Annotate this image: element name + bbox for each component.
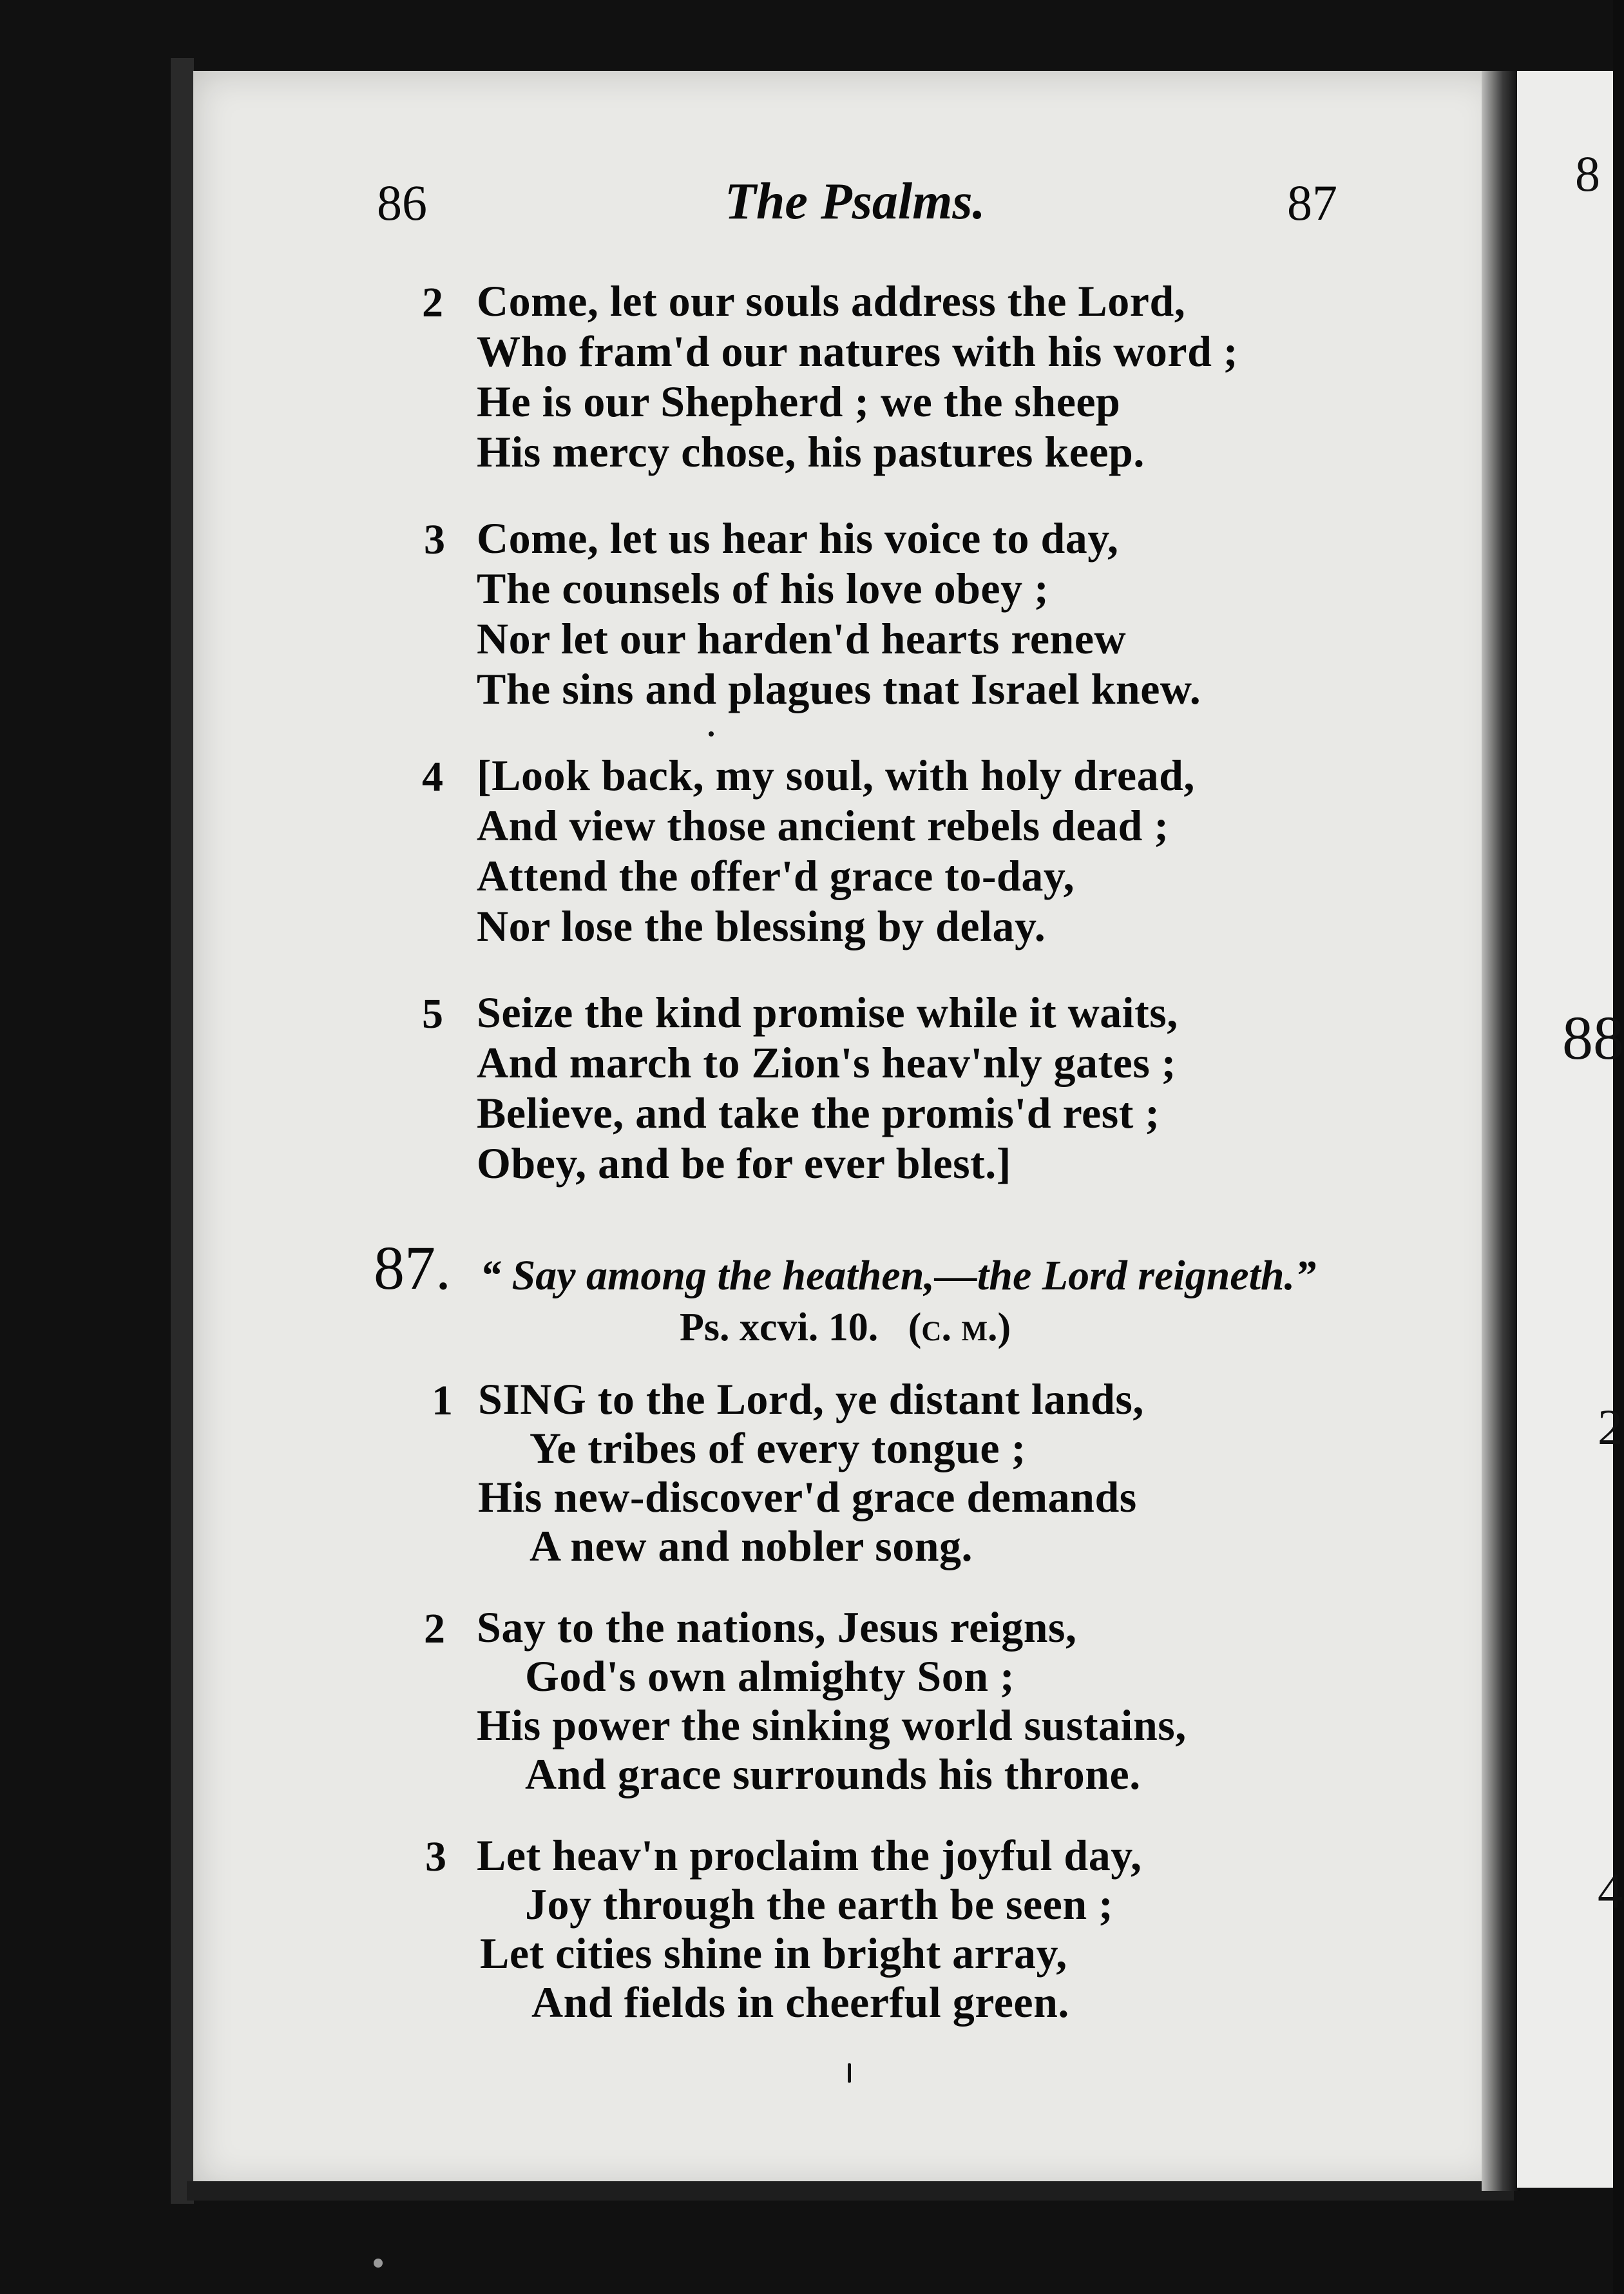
verse-line: Come, let our souls address the Lord, xyxy=(477,276,1186,325)
verse-line: Attend the offer'd grace to-day, xyxy=(477,851,1075,900)
facing-section-number: 88 xyxy=(1562,1003,1624,1072)
right-page-number: 87 xyxy=(1287,175,1337,231)
psalm-meter: (c. m.) xyxy=(908,1306,1011,1349)
psalm-number: 87. xyxy=(374,1233,451,1302)
verse-number: 4 xyxy=(422,753,443,800)
verse-line: Let cities shine in bright array, xyxy=(480,1929,1067,1978)
verse-line: Believe, and take the promis'd rest ; xyxy=(477,1088,1160,1137)
verse-line: Nor let our harden'd hearts renew xyxy=(477,614,1127,663)
verse-number: 2 xyxy=(422,279,443,326)
psalm-epigraph: “ Say among the heathen,—the Lord reigneth.” xyxy=(480,1252,1317,1299)
verse-line: The counsels of his love obey ; xyxy=(477,564,1049,613)
verse-line: And fields in cheerful green. xyxy=(531,1978,1069,2027)
verse-line: The sins and plagues tnat Israel knew. xyxy=(477,664,1201,713)
verse-number: 5 xyxy=(422,990,443,1037)
verse-line: God's own almighty Son ; xyxy=(525,1652,1015,1701)
verse-line: Joy through the earth be seen ; xyxy=(525,1880,1114,1929)
verse-line: And march to Zion's heav'nly gates ; xyxy=(477,1038,1176,1087)
running-title: The Psalms. xyxy=(725,173,986,230)
verse-line: Who fram'd our natures with his word ; xyxy=(477,327,1239,376)
verse-line: Ye tribes of every tongue ; xyxy=(530,1423,1026,1472)
verse-number: 1 xyxy=(432,1377,453,1424)
verse-line: His new-discover'd grace demands xyxy=(478,1472,1137,1521)
verse-number: 3 xyxy=(424,516,445,563)
verse-line: Seize the kind promise while it waits, xyxy=(477,988,1178,1037)
facing-verse-number: 2 xyxy=(1598,1399,1623,1455)
verse-line: Come, let us hear his voice to day, xyxy=(477,514,1119,563)
verse-number: 2 xyxy=(424,1605,445,1652)
left-page-number: 86 xyxy=(377,175,427,231)
facing-page-number: 8 xyxy=(1575,146,1600,202)
verse-line: [Look back, my soul, with holy dread, xyxy=(477,751,1195,800)
verse-line: And view those ancient rebels dead ; xyxy=(477,801,1169,850)
verse-line: And grace surrounds his throne. xyxy=(525,1749,1141,1798)
verse-line: Obey, and be for ever blest.] xyxy=(477,1139,1011,1188)
verse-line: He is our Shepherd ; we the sheep xyxy=(477,377,1121,426)
verse-line: His mercy chose, his pastures keep. xyxy=(477,427,1145,476)
verse-line: A new and nobler song. xyxy=(530,1521,973,1570)
verse-line: SING to the Lord, ye distant lands, xyxy=(478,1374,1144,1423)
scan-speck xyxy=(848,2063,851,2083)
verse-line: Nor lose the blessing by delay. xyxy=(477,901,1046,950)
facing-verse-number: 4 xyxy=(1598,1863,1623,1919)
scan-speck xyxy=(709,731,714,737)
verse-number: 3 xyxy=(425,1833,446,1880)
verse-line: His power the sinking world sustains, xyxy=(477,1701,1187,1749)
verse-line: Say to the nations, Jesus reigns, xyxy=(477,1603,1077,1652)
scan-speck xyxy=(374,2259,383,2268)
psalm-reference: Ps. xcvi. 10. (c. m.) xyxy=(680,1306,1011,1349)
verse-line: Let heav'n proclaim the joyful day, xyxy=(477,1831,1142,1880)
